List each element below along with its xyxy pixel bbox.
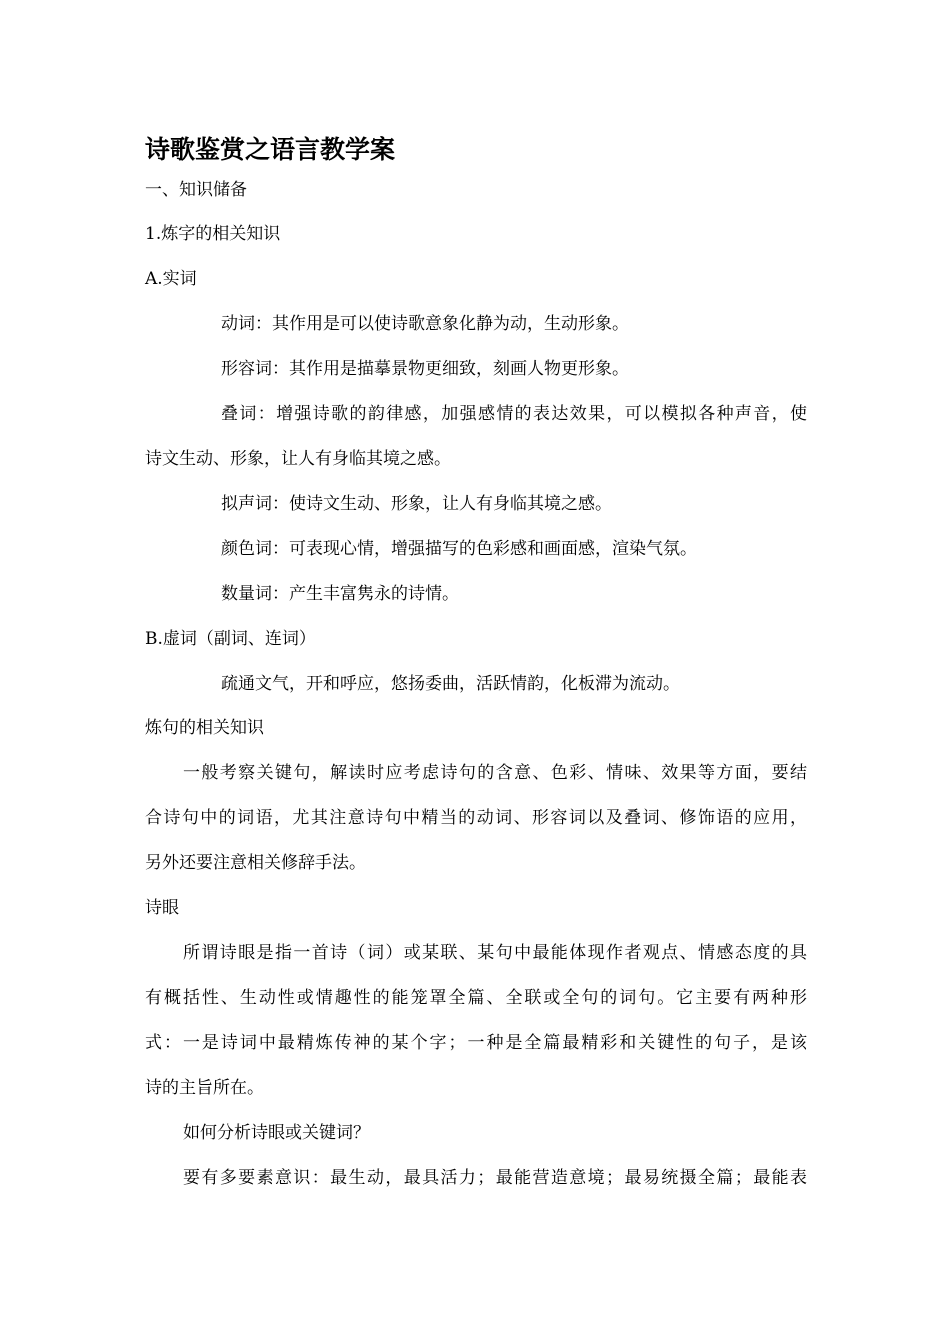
paragraph-line: 一般考察关键句，解读时应考虑诗句的含意、色彩、情味、效果等方面，要结	[183, 763, 807, 783]
subsection-heading: A.实词	[145, 269, 197, 289]
section-heading: 炼句的相关知识	[145, 718, 264, 738]
subsection-heading: 1.炼字的相关知识	[145, 224, 281, 244]
list-item: 动词：其作用是可以使诗歌意象化静为动，生动形象。	[221, 314, 629, 334]
question-line: 如何分析诗眼或关键词？	[183, 1123, 370, 1143]
section-heading: 诗眼	[145, 898, 179, 918]
subsection-heading: B.虚词（副词、连词）	[145, 629, 316, 649]
list-item: 拟声词：使诗文生动、形象，让人有身临其境之感。	[221, 494, 612, 514]
paragraph-line: 诗的主旨所在。	[145, 1078, 264, 1098]
paragraph-line: 式：一是诗词中最精炼传神的某个字；一种是全篇最精彩和关键性的句子，是该	[145, 1033, 807, 1053]
list-item: 疏通文气，开和呼应，悠扬委曲，活跃情韵，化板滞为流动。	[221, 674, 680, 694]
paragraph-line: 有概括性、生动性或情趣性的能笼罩全篇、全联或全句的词句。它主要有两种形	[145, 988, 807, 1008]
document-title: 诗歌鉴赏之语言教学案	[145, 135, 396, 164]
list-item: 形容词：其作用是描摹景物更细致，刻画人物更形象。	[221, 359, 629, 379]
list-item: 叠词：增强诗歌的韵律感，加强感情的表达效果，可以模拟各种声音，使	[221, 404, 807, 424]
section-heading: 一、知识储备	[145, 180, 247, 200]
paragraph-line: 所谓诗眼是指一首诗（词）或某联、某句中最能体现作者观点、情感态度的具	[183, 943, 807, 963]
list-item-continuation: 诗文生动、形象，让人有身临其境之感。	[145, 449, 451, 469]
paragraph-line: 要有多要素意识：最生动，最具活力；最能营造意境；最易统摄全篇；最能表	[183, 1168, 807, 1188]
list-item: 数量词：产生丰富隽永的诗情。	[221, 584, 459, 604]
paragraph-line: 另外还要注意相关修辞手法。	[145, 853, 366, 873]
list-item: 颜色词：可表现心情，增强描写的色彩感和画面感，渲染气氛。	[221, 539, 697, 559]
paragraph-line: 合诗句中的词语，尤其注意诗句中精当的动词、形容词以及叠词、修饰语的应用，	[145, 808, 807, 828]
